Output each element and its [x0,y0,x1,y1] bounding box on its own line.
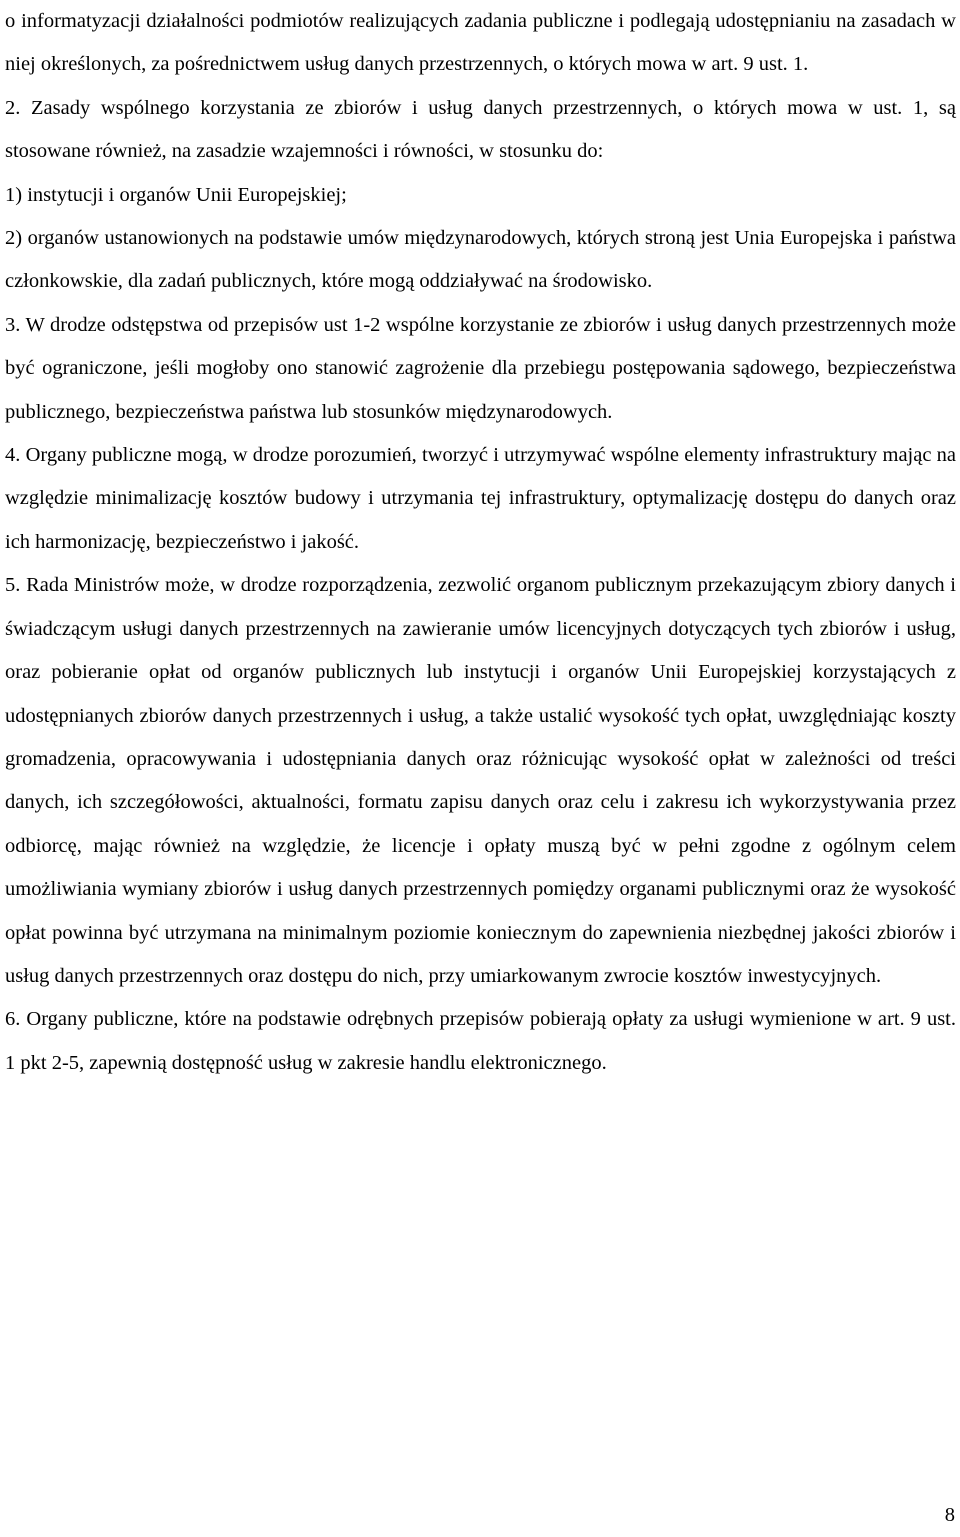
paragraph-2: 2. Zasady wspólnego korzystania ze zbiorów i usług danych przestrzennych, o których mowa w ust. 1, są stosowane również, na zasadzie wzajemności i równości, w stosunku do: [5,96,956,163]
paragraph-4: 4. Organy publiczne mogą, w drodze porozumień, tworzyć i utrzymywać wspólne elementy infrastruktury mając na względzie minimalizację kosztów budowy i utrzymania tej infrastruktury, optymalizację dostępu do danych oraz ich harmonizację, bezpieczeństwo i jakość. [5,444,956,553]
list-item-1: 1) instytucji i organów Unii Europejskiej; [5,183,347,206]
page-number: 8 [944,1504,955,1526]
list-item-2: 2) organów ustanowionych na podstawie umów międzynarodowych, których stroną jest Unia Europejska i państwa członkowskie, dla zadań publicznych, które mogą oddziaływać na środowisko. [5,227,956,293]
document-page [5,0,956,1085]
paragraph-3: 3. W drodze odstępstwa od przepisów ust 1-2 wspólne korzystanie ze zbiorów i usług danych przestrzennych może być ograniczone, jeśli mogłoby ono stanowić zagrożenie dla przebiegu postępowania sądowego, bezpieczeństwa publicznego, bezpieczeństwa państwa lub stosunków międzynarodowych. [5,313,956,423]
paragraph-5: 5. Rada Ministrów może, w drodze rozporządzenia, zezwolić organom publicznym przekazującym zbiory danych i świadczącym usługi danych przestrzennych na zawieranie umów licencyjnych dotyczących tych zbiorów i usług, oraz pobieranie opłat od organów publicznych lub instytucji i organów Unii Europejskiej korzystających z udostępnianych zbiorów danych przestrzennych i usług, a także ustalić wysokość tych opłat, uwzględniając koszty gromadzenia, opracowywania i udostępniania danych oraz różnicując wysokość opłat w zależności od treści danych, ich szczegółowości, aktualności, formatu zapisu danych oraz celu i zakresu ich wykorzystywania przez odbiorcę, mając również na względzie, że licencje i opłaty muszą być w pełni zgodne z ogólnym celem umożliwiania wymiany zbiorów i usług danych przestrzennych pomiędzy organami publicznymi oraz że wysokość opłat powinna być utrzymana na minimalnym poziomie koniecznym do zapewnienia niezbędnej jakości zbiorów i usług danych przestrzennych oraz dostępu do nich, przy umiarkowanym zwrocie kosztów inwestycyjnych. [5,574,956,987]
paragraph-6: 6. Organy publiczne, które na podstawie odrębnych przepisów pobierają opłaty za usługi wymienione w art. 9 ust. 1 pkt 2-5, zapewnią dostępność usług w zakresie handlu elektronicznego. [5,1008,956,1074]
paragraph-continuation: o informatyzacji działalności podmiotów realizujących zadania publiczne i podlegają udostępnianiu na zasadach w niej określonych, za pośrednictwem usług danych przestrzennych, o których mowa w art. 9 ust. 1. [5,10,956,76]
